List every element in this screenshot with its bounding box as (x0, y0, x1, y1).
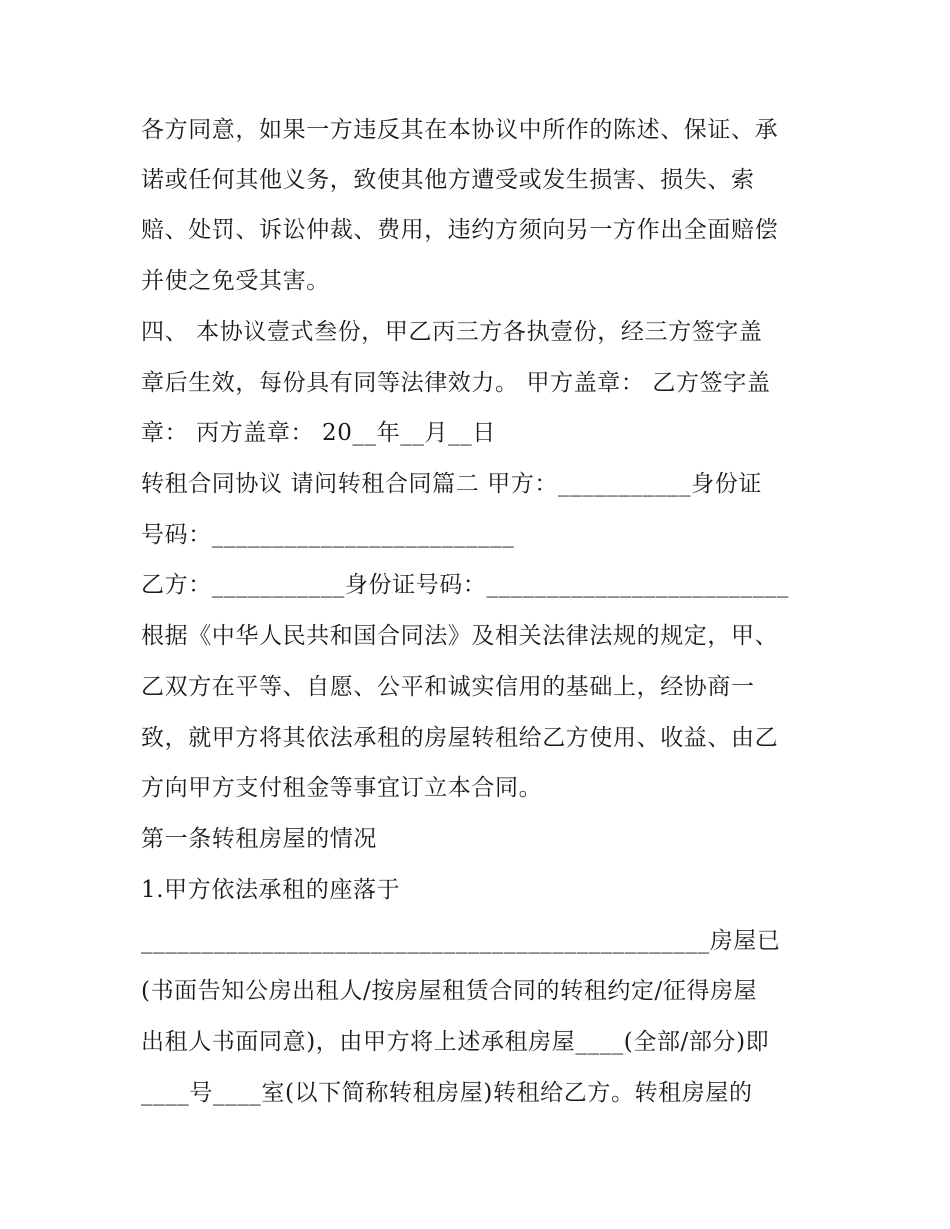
text-line-17: _______________________________________________房屋已 (141, 928, 781, 954)
text-line-9: 号码：_________________________ (141, 522, 515, 548)
text-line-3: 赔、处罚、诉讼仲裁、费用，违约方须向另一方作出全面赔偿 (141, 217, 779, 243)
text-line-12: 乙双方在平等、自愿、公平和诚实信用的基础上，经协商一 (141, 674, 755, 700)
text-line-13: 致，就甲方将其依法承租的房屋转租给乙方使用、收益、由乙 (141, 725, 779, 751)
text-line-11: 根据《中华人民共和国合同法》及相关法律法规的规定，甲、 (141, 623, 779, 649)
section-heading: 第一条转租房屋的情况 (141, 826, 377, 852)
text-line-2: 诺或任何其他义务，致使其他方遭受或发生损害、损失、索 (141, 167, 755, 193)
text-line-20: ____号____室(以下简称转租房屋)转租给乙方。转租房屋的 (141, 1080, 753, 1106)
text-line-6: 章后生效，每份具有同等法律效力。 甲方盖章： 乙方签字盖 (141, 370, 771, 396)
text-line-18: (书面告知公房出租人/按房屋租赁合同的转租约定/征得房屋 (141, 978, 758, 1004)
text-line-8: 转租合同协议 请问转租合同篇二 甲方：___________身份证 (141, 471, 762, 497)
text-line-16: 1.甲方依法承租的座落于 (141, 877, 401, 903)
text-line-10: 乙方：___________身份证号码：_________________________ (141, 572, 789, 598)
text-line-1: 各方同意，如果一方违反其在本协议中所作的陈述、保证、承 (141, 117, 779, 143)
text-line-5: 四、 本协议壹式叁份，甲乙丙三方各执壹份，经三方签字盖 (141, 319, 763, 345)
text-line-14: 方向甲方支付租金等事宜订立本合同。 (141, 775, 543, 801)
text-line-7: 章： 丙方盖章： 20__年__月__日 (141, 420, 496, 446)
text-line-19: 出租人书面同意)，由甲方将上述承租房屋____(全部/部分)即 (141, 1029, 770, 1055)
text-line-4: 并使之免受其害。 (141, 268, 330, 294)
